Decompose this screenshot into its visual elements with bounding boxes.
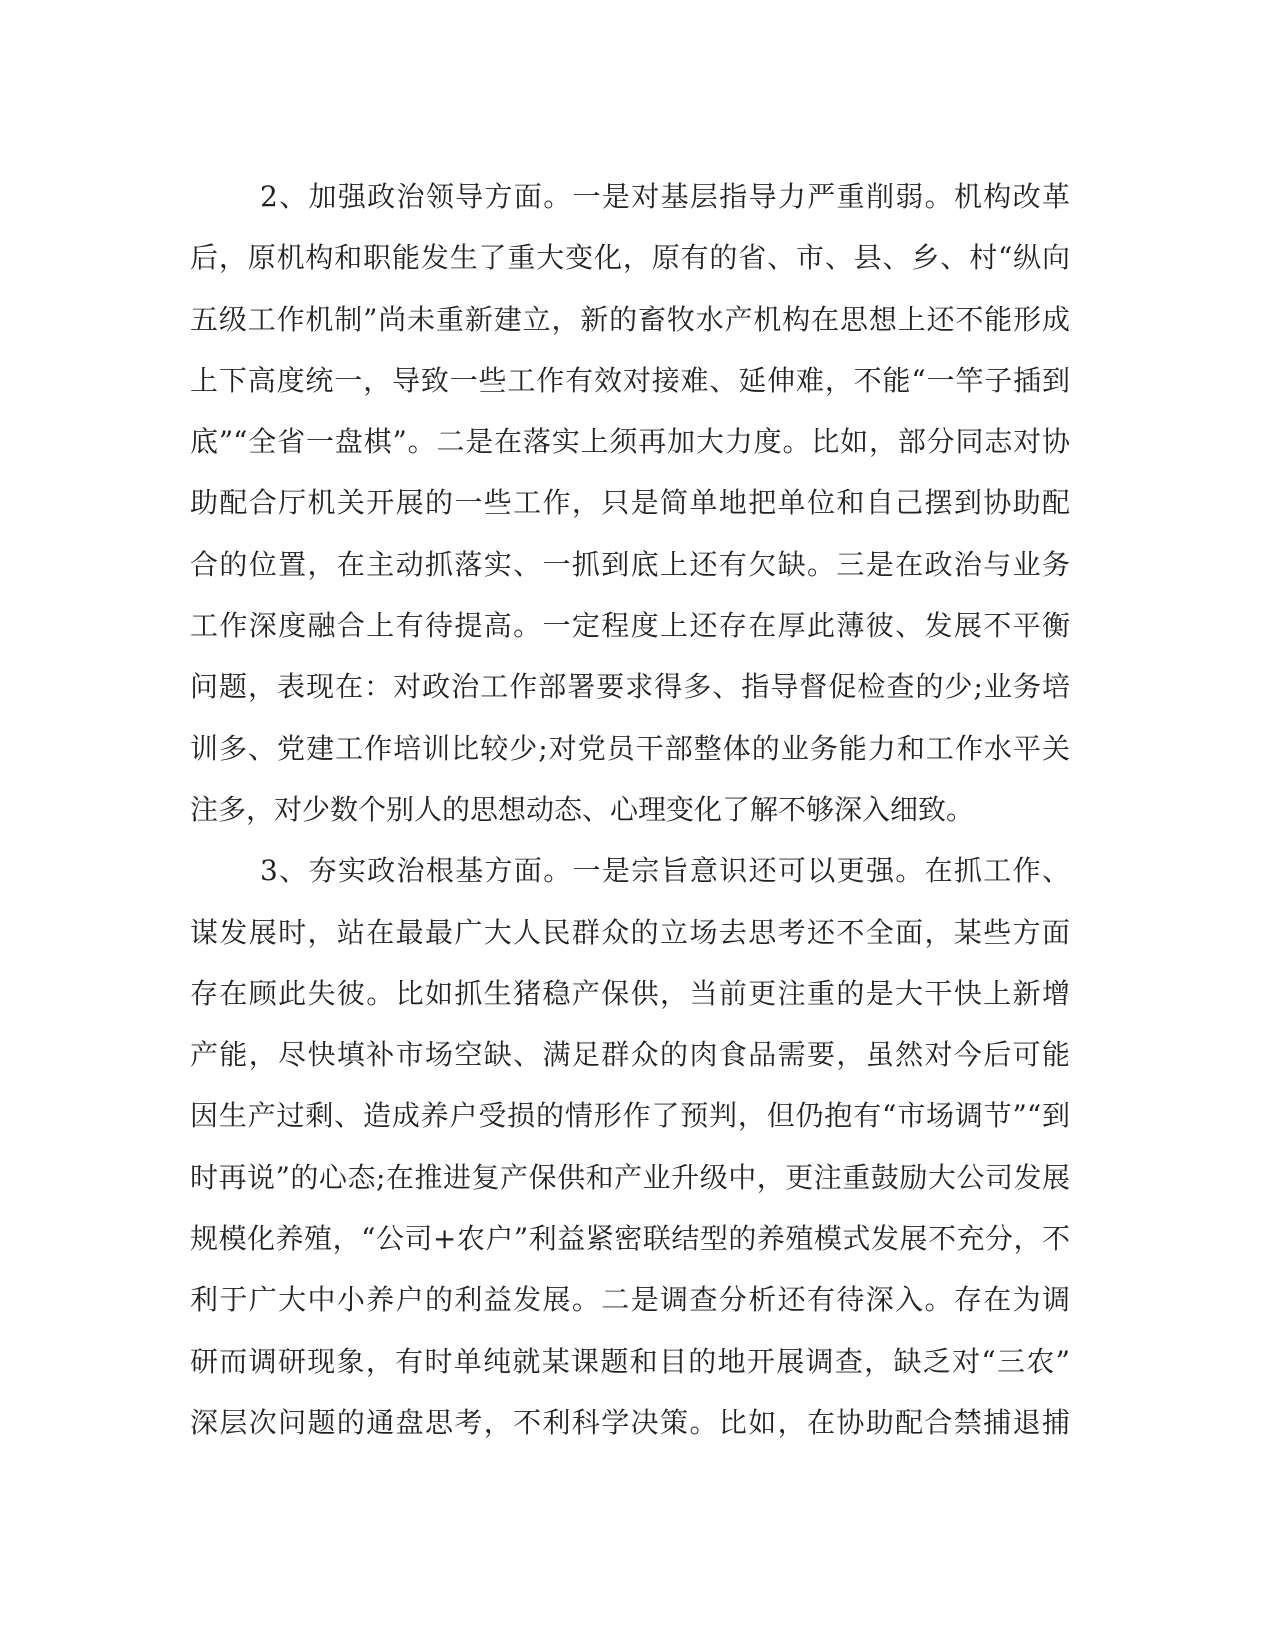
text-line: 注多，对少数个别人的思想动态、心理变化了解不够深入细致。 — [190, 792, 975, 826]
text-line: 助配合厅机关开展的一些工作，只是简单地把单位和自己摆到协助配 — [190, 486, 1070, 520]
text-line: 研而调研现象，有时单纯就某课题和目的地开展调查，缺乏对“三农” — [190, 1344, 1070, 1378]
text-line: 存在顾此失彼。比如抓生猪稳产保供，当前更注重的是大干快上新增 — [190, 976, 1070, 1010]
text-line: 训多、党建工作培训比较少;对党员干部整体的业务能力和工作水平关 — [190, 731, 1070, 765]
text-line: 上下高度统一，导致一些工作有效对接难、延伸难，不能“一竿子插到 — [190, 363, 1070, 397]
text-line: 合的位置，在主动抓落实、一抓到底上还有欠缺。三是在政治与业务 — [190, 547, 1070, 581]
text-line: 谋发展时，站在最最广大人民群众的立场去思考还不全面，某些方面 — [190, 915, 1070, 949]
text-line: 规模化养殖，“公司+农户”利益紧密联结型的养殖模式发展不充分，不 — [190, 1222, 1070, 1256]
paragraph-political-leadership — [190, 166, 1070, 840]
text-line: 后，原机构和职能发生了重大变化，原有的省、市、县、乡、村“纵向 — [190, 241, 1070, 275]
text-line: 因生产过剩、造成养户受损的情形作了预判，但仍抱有“市场调节”“到 — [190, 1099, 1070, 1133]
text-line: 五级工作机制”尚未重新建立，新的畜牧水产机构在思想上还不能形成 — [190, 302, 1070, 336]
body-text — [190, 166, 1070, 1453]
text-line: 2、加强政治领导方面。一是对基层指导力严重削弱。机构改革 — [260, 180, 1070, 213]
text-line: 底”“全省一盘棋”。二是在落实上须再加大力度。比如，部分同志对协 — [190, 425, 1070, 459]
text-line: 3、夯实政治根基方面。一是宗旨意识还可以更强。在抓工作、 — [260, 854, 1070, 888]
text-line: 工作深度融合上有待提高。一定程度上还存在厚此薄彼、发展不平衡 — [190, 609, 1070, 643]
paragraph-political-foundation — [190, 840, 1070, 1453]
text-line: 问题，表现在：对政治工作部署要求得多、指导督促检查的少;业务培 — [190, 670, 1070, 704]
text-line: 利于广大中小养户的利益发展。二是调查分析还有待深入。存在为调 — [190, 1283, 1070, 1317]
text-line: 时再说”的心态;在推进复产保供和产业升级中，更注重鼓励大公司发展 — [190, 1160, 1070, 1194]
text-line: 产能，尽快填补市场空缺、满足群众的肉食品需要，虽然对今后可能 — [190, 1038, 1070, 1072]
text-line: 深层次问题的通盘思考，不利科学决策。比如，在协助配合禁捕退捕 — [190, 1405, 1070, 1439]
